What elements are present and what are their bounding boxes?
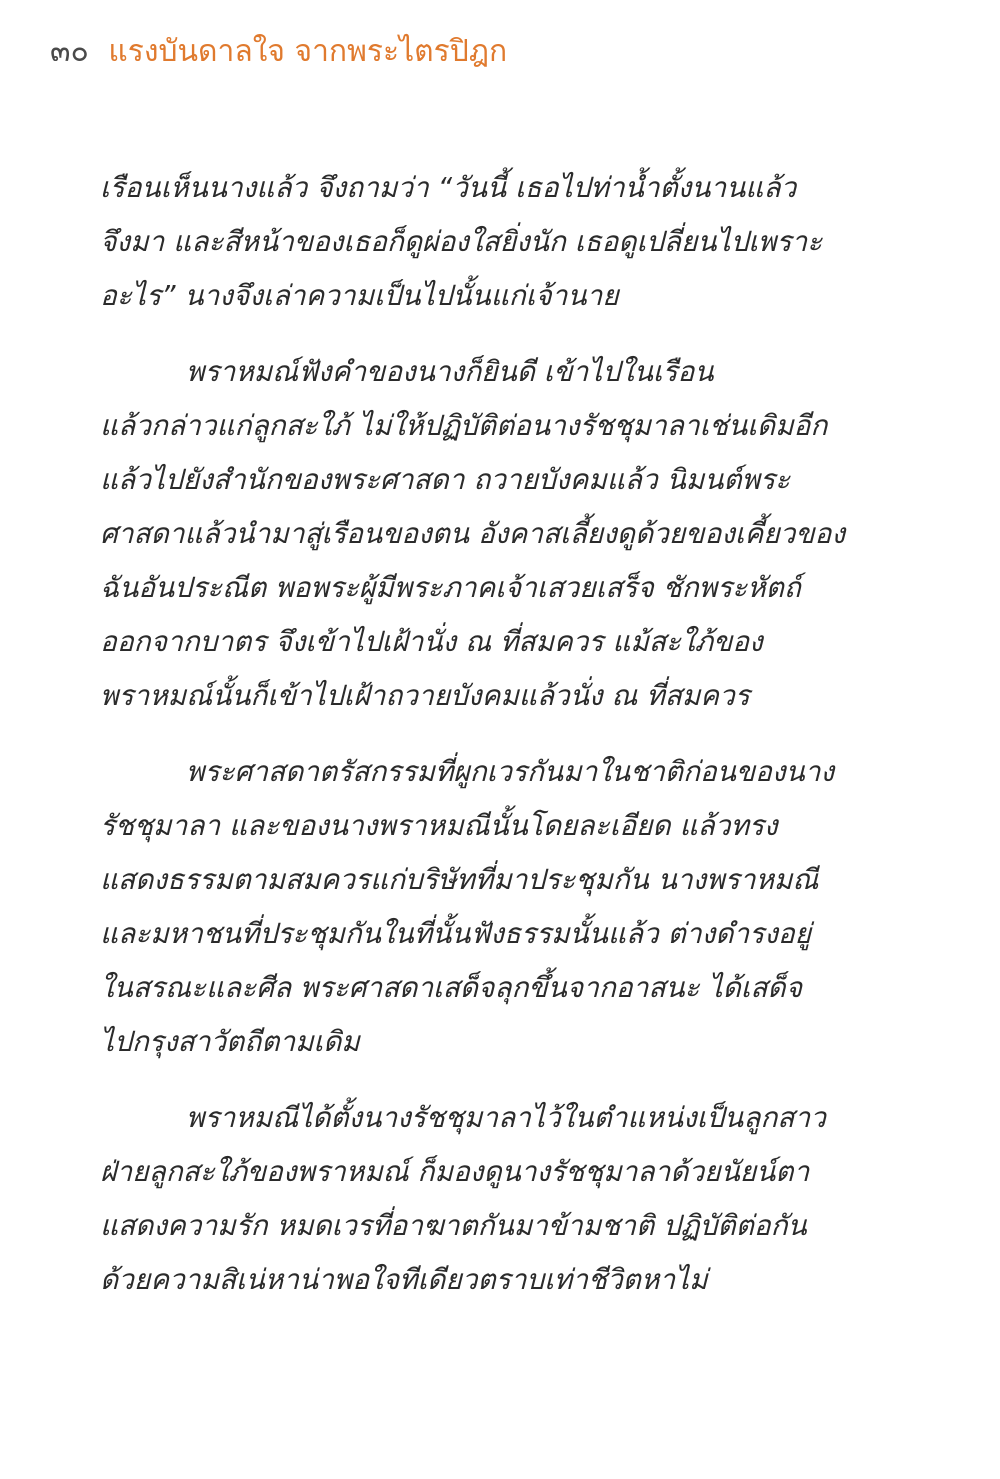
text-line: รัชชุมาลา และของนางพราหมณีนั้นโดยละเอียด แล้วทรง: [100, 809, 778, 842]
text-line: ออกจากบาตร จึงเข้าไปเฝ้านั่ง ณ ที่สมควร แม้สะใภ้ของ: [100, 625, 763, 658]
text-line: แสดงธรรมตามสมควรแก่บริษัทที่มาประชุมกัน นางพราหมณี: [100, 863, 819, 896]
text-line: พราหมณีได้ตั้งนางรัชชุมาลาไว้ในตำแหน่งเป็นลูกสาว: [186, 1101, 826, 1134]
text-line: ฝ่ายลูกสะใภ้ของพราหมณ์ ก็มองดูนางรัชชุมาลาด้วยนัยน์ตา: [100, 1155, 810, 1188]
book-title: แรงบันดาลใจ จากพระไตรปิฎก: [108, 34, 508, 69]
text-line: ศาสดาแล้วนำมาสู่เรือนของตน อังคาสเลี้ยงดูด้วยของเคี้ยวของ: [100, 517, 845, 550]
page-number: ๓๐: [50, 34, 89, 69]
text-line: พราหมณ์ฟังคำของนางก็ยินดี เข้าไปในเรือน: [186, 355, 714, 388]
text-line: อะไร” นางจึงเล่าความเป็นไปนั้นแก่เจ้านาย: [100, 279, 619, 312]
text-line: พราหมณ์นั้นก็เข้าไปเฝ้าถวายบังคมแล้วนั่ง ณ ที่สมควร: [100, 679, 750, 712]
text-line: และมหาชนที่ประชุมกันในที่นั้นฟังธรรมนั้นแล้ว ต่างดำรงอยู่: [100, 917, 812, 950]
text-line: ในสรณะและศีล พระศาสดาเสด็จลุกขึ้นจากอาสนะ ได้เสด็จ: [100, 971, 803, 1004]
text-line: จึงมา และสีหน้าของเธอก็ดูผ่องใสยิ่งนัก เธอดูเปลี่ยนไปเพราะ: [100, 225, 823, 258]
text-line: พระศาสดาตรัสกรรมที่ผูกเวรกันมาในชาติก่อนของนาง: [186, 755, 835, 788]
text-line: แล้วไปยังสำนักของพระศาสดา ถวายบังคมแล้ว นิมนต์พระ: [100, 463, 791, 496]
text-line: ไปกรุงสาวัตถีตามเดิม: [100, 1025, 360, 1058]
text-line: ด้วยความสิเน่หาน่าพอใจทีเดียวตราบเท่าชีวิตหาไม่: [100, 1263, 708, 1296]
text-line: แสดงความรัก หมดเวรที่อาฆาตกันมาข้ามชาติ ปฏิบัติต่อกัน: [100, 1209, 807, 1242]
text-line: เรือนเห็นนางแล้ว จึงถามว่า “วันนี้ เธอไปท่าน้ำตั้งนานแล้ว: [100, 171, 797, 204]
text-line: ฉันอันประณีต พอพระผู้มีพระภาคเจ้าเสวยเสร็จ ชักพระหัตถ์: [100, 571, 801, 604]
running-header: [50, 30, 507, 74]
text-line: แล้วกล่าวแก่ลูกสะใภ้ ไม่ให้ปฏิบัติต่อนางรัชชุมาลาเช่นเดิมอีก: [100, 409, 828, 442]
